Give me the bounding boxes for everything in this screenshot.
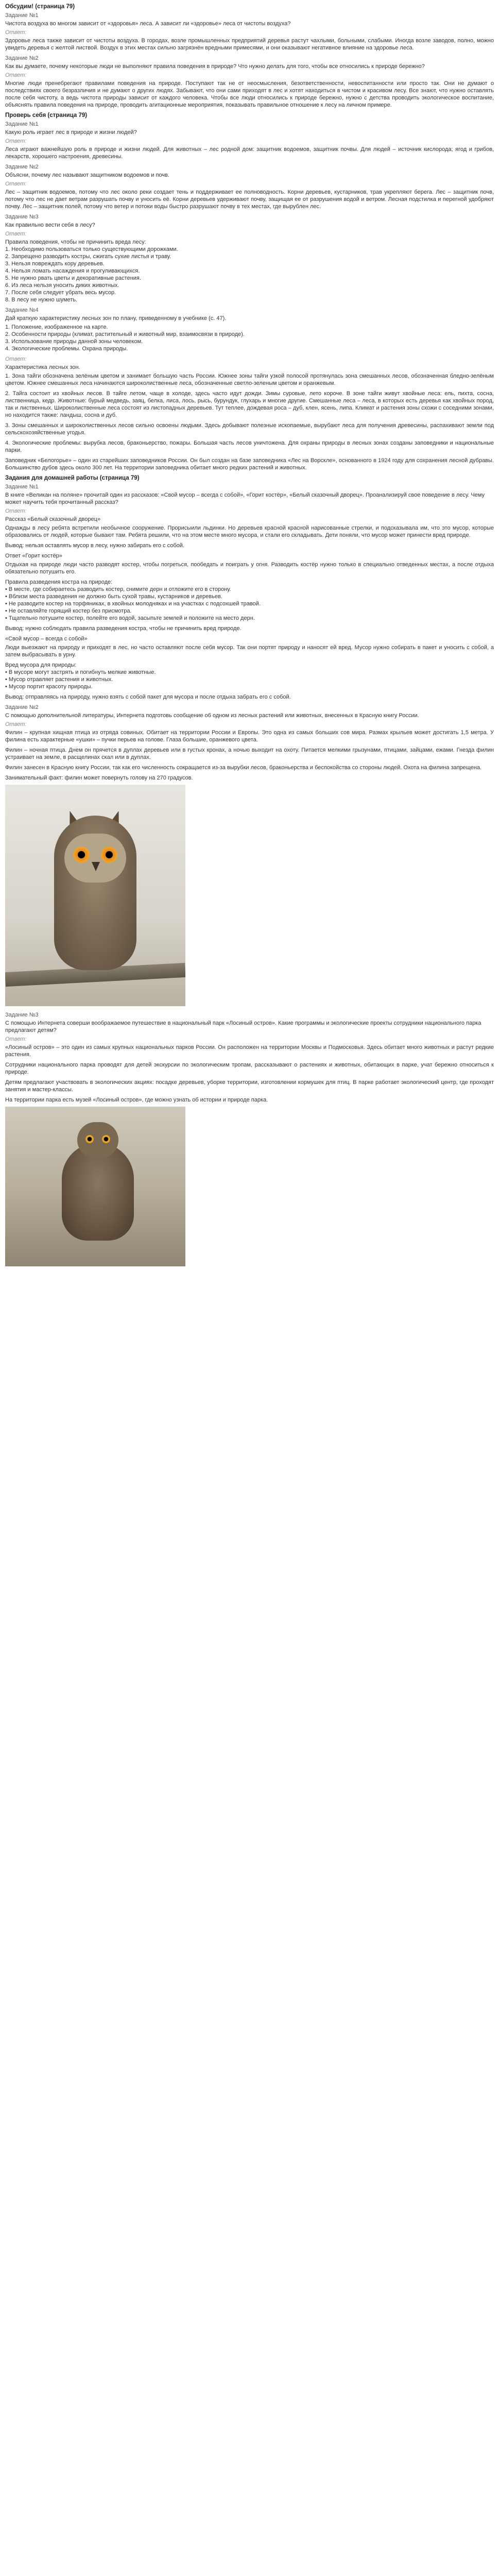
bird-eye-icon — [85, 1135, 94, 1143]
answer-label: Ответ: — [5, 72, 27, 78]
answer-text: Вывод: нужно соблюдать правила разведения костра, чтобы не причинить вред природе. — [5, 625, 242, 632]
story-title: Ответ «Горит костёр» — [5, 553, 62, 559]
task-label: Задание №3 — [5, 1012, 39, 1018]
section-heading-discuss: Обсудим! (страница 79) — [5, 4, 75, 10]
story-title: «Свой мусор – всегда с собой» — [5, 636, 88, 642]
list-item: 8. В лесу не нужно шуметь. — [5, 297, 78, 303]
campfire-rules-list — [5, 579, 494, 622]
owl-photo — [5, 785, 185, 1006]
task-question: С помощью дополнительной литературы, Интернета подготовь сообщение об одном из лесных растений или животных, внесенных в Красную книгу России. — [5, 713, 419, 719]
answer-label: Ответ: — [5, 231, 27, 237]
task-question: Дай краткую характеристику лесных зон по плану, приведенному в учебнике (с. 47). — [5, 315, 227, 321]
owl-eye-icon — [101, 846, 117, 863]
answer-label: Ответ: — [5, 356, 27, 362]
answer-subtitle: Характеристика лесных зон. — [5, 364, 80, 370]
answer-text: Отдыхая на природе люди часто разводят костер, чтобы погреться, пообедать и поиграть у огня. Разводить костёр нужно только в специально отведенных местах, а после отдыха обязательно потушить его. — [5, 562, 494, 575]
list-item: 5. Не нужно рвать цветы и декоративные растения. — [5, 275, 141, 281]
task-question: Как правильно вести себя в лесу? — [5, 222, 95, 228]
list-intro: Правила поведения, чтобы не причинить вреда лесу: — [5, 239, 146, 245]
list-item: • Не разводите костер на торфяниках, в хвойных молодняках и на участках с подсохшей травой. — [5, 601, 261, 607]
answer-text: Люди выезжают на природу и приходят в лес, но часто оставляют после себя мусор. Так они портят природу и наносят ей вред. Мусор нужно собирать в пакет и уносить с собой, а затем выбрасывать в урну. — [5, 645, 494, 658]
task-label: Задание №2 — [5, 164, 39, 170]
task-label: Задание №2 — [5, 55, 39, 61]
answer-text: Детям предлагают участвовать в экологических акциях: посадке деревьев, уборке территории, изготовлении кормушек для птиц. В парке работает экологический центр, где проходят занятия и мастер-классы. — [5, 1079, 494, 1093]
list-item: 4. Нельзя ломать насаждения и прогуливающихся. — [5, 268, 140, 274]
list-item: 4. Экологические проблемы. Охрана природы. — [5, 346, 128, 352]
answer-text: На территории парка есть музей «Лосиный остров», где можно узнать об истории и природе парка. — [5, 1097, 268, 1103]
answer-text: Лес – защитник водоемов, потому что лес около реки создает тень и поддерживает ее полноводность. Корни деревьев, кустарников, трав укрепляют берега. Лес – защитник почв, потому что лес не дает ветрам разрушать почву и уносить её. Корни деревьев удерживают почву, защищая ее от разрушения водой и ветром. Лесная подстилка и перегной удобряют почву. Лес – защитник полей, потому что ветер и потоки воды быстро разрушают почву в тех местах, где вырублен лес. — [5, 189, 494, 210]
list-item: 2. Особенности природы (климат, растительный и животный мир, взаимосвязи в природе). — [5, 331, 245, 337]
answer-text: Филин занесен в Красную книгу России, так как его численность сокращается из-за вырубки лесов, браконьерства и беспокойства со стороны людей. Охота на филина запрещена. — [5, 765, 482, 771]
list-item: • Мусор портит красоту природы. — [5, 684, 93, 690]
owl-beak-icon — [92, 862, 100, 871]
plan-list — [5, 324, 494, 352]
answer-text: Сотрудники национального парка проводят для детей экскурсии по экологическим тропам, рассказывают о растениях и животных, обитающих в парке, учат бережно относиться к природе. — [5, 1062, 494, 1075]
answer-text: Занимательный факт: филин может повернуть голову на 270 градусов. — [5, 775, 193, 781]
task-question: С помощью Интернета соверши воображаемое путешествие в национальный парк «Лосиный остров». Какие программы и экологические проекты сотрудники национального парка предлагают детям? — [5, 1020, 481, 1033]
rules-list — [5, 239, 494, 303]
trash-harm-list — [5, 662, 494, 690]
list-item: • В мусоре могут застрять и погибнуть мелкие животные. — [5, 669, 156, 675]
task-question: Чистота воздуха во многом зависит от «здоровья» леса. А зависит ли «здоровье» леса от чистоты воздуха? — [5, 21, 291, 27]
story-title: Рассказ «Белый сказочный дворец» — [5, 516, 101, 522]
answer-text: Филин – ночная птица. Днем он прячется в дуплах деревьев или в густых кронах, а ночью выходит на охоту. Питается мелкими грызунами, птицами, зайцами, ежами. Гнезда филин устраивает на земле, в расщелинах скал или в дуплах. — [5, 747, 494, 760]
owl-eye-icon — [73, 846, 90, 863]
list-item: 1. Необходимо пользоваться только существующими дорожками. — [5, 246, 178, 252]
answer-text: 2. Тайга состоит из хвойных лесов. В тайге летом, чаще в холоде, здесь часто идут дожди. Зимы суровые, лето короче. В зоне тайги живут хвойные леса: ель, пихта, сосна, лиственница, кедр. Животные: бурый медведь, заяц, белка, лиса, лось, рысь, бурундук, глухарь и многие другие. Смешанные леса – леса, в которых есть деревья как хвойных пород, так и лиственных. Широколиственные леса состоят из листопадных деревьев. Тут теплее, дождевая роса – дуб, клен, ясень, липа. Климат и растения зоны схожи с соседними зонами, но находится также: ландыш, сосна и дуб. — [5, 391, 494, 418]
task-label: Задание №4 — [5, 307, 39, 313]
task-label: Задание №1 — [5, 484, 39, 490]
list-item: 3. Использование природы данной зоны человеком. — [5, 338, 143, 345]
answer-text: 3. Зоны смешанных и широколиственных лесов сильно освоены людьми. Здесь добывают полезные ископаемые, вырубают леса для получения древесины, распахивают земли под сельскохозяйственные угодья. — [5, 422, 494, 436]
document-page — [0, 0, 499, 1266]
list-item: • Мусор отравляет растения и животных. — [5, 676, 113, 683]
list-item: 6. Из леса нельзя уносить диких животных. — [5, 282, 119, 289]
task-question: В книге «Великан на поляне» прочитай один из рассказов: «Свой мусор – всегда с собой», «Горит костёр», «Белый сказочный дворец». Проанализируй свое поведение в лесу. Чему может научить тебя прочитанный рассказ? — [5, 492, 485, 505]
list-item: • Не оставляйте горящий костер без присмотра. — [5, 608, 132, 614]
task-label: Задание №3 — [5, 214, 39, 220]
answer-text: Заповедник «Белогорье» – один из старейших заповедников России. Он был создан на базе заповедника «Лес на Ворскле», основанного в 1924 году для сохранения лесной дубравы. Большинство дубов здесь около 300 лет. На территории заповедника обитает много редких растений и животных. — [5, 457, 494, 471]
answer-text: Однажды в лесу ребята встретили необычное сооружение. Прорисыили льдинки. Но деревьев красной красной нарисованные стрелки, и подсказывала им, что это мусор, которые образовались от людей, которые бывают там. Ребята решили, что на этом месте много мусора, и стали его складывать. Дети поняли, что мусор может принести вред природе. — [5, 525, 494, 538]
answer-text: 4. Экологические проблемы: вырубка лесов, браконьерство, пожары. Большая часть лесов уничтожена. Для охраны природы в лесных зонах созданы заповедники и национальные парки. — [5, 440, 494, 453]
answer-text: «Лосиный остров» – это один из самых крупных национальных парков России. Он расположен на территории Москвы и Подмосковья. Здесь обитает много животных и растут редкие растения. — [5, 1044, 494, 1058]
forest-bird-photo — [5, 1107, 185, 1266]
list-item: • Вблизи места разведения не должно быть сухой травы, кустарников и деревьев. — [5, 594, 222, 600]
task-label: Задание №2 — [5, 704, 39, 710]
bird-eye-icon — [102, 1135, 110, 1143]
answer-label: Ответ: — [5, 29, 27, 36]
section-heading-homework: Задания для домашней работы (страница 79) — [5, 475, 140, 481]
task-question: Какую роль играет лес в природе и жизни людей? — [5, 129, 137, 135]
answer-label: Ответ: — [5, 138, 27, 144]
task-question: Объясни, почему лес называют защитником водоемов и почв. — [5, 172, 169, 178]
section-heading-check: Проверь себя (страница 79) — [5, 112, 88, 118]
bird-head-shape — [77, 1122, 118, 1158]
answer-label: Ответ: — [5, 1036, 27, 1042]
answer-text: Многие люди пренебрегают правилами поведения на природе. Поступают так не от неосмысления, безответственности, невоспитанности или просто так. Они не думают о последствиях своего безразличия и не думают о других людях. Забывают, что они сами приходят в лес и хотят находиться в чистом и красивом лесу. Все знают, что нужно оставлять после себя чистоту, а ведь чистота природы зависит от каждого человека. Чтобы все люди относились к природе бережно, нужно с детства проводить экологическое воспитание, объяснять правила поведения на природе, проводить агитационные мероприятия, показывать правильное отношение к лесу на личном примере. — [5, 80, 494, 108]
answer-label: Ответ: — [5, 181, 27, 187]
list-intro: Вред мусора для природы: — [5, 662, 77, 668]
list-item: 2. Запрещено разводить костры, сжигать сухие листья и траву. — [5, 253, 171, 260]
list-intro: Правила разведения костра на природе: — [5, 579, 113, 585]
answer-label: Ответ: — [5, 508, 27, 514]
task-label: Задание №1 — [5, 12, 39, 19]
answer-text: 1. Зона тайги обозначена зелёным цветом и занимает большую часть России. Южнее зоны тайги узкой полосой протянулась зона смешанных лесов, обозначенная бледно-зелёным цветом. Южнее смешанных леса начинаются широколиственные леса, обозначенные светло-зеленым цветом и оранжевым. — [5, 373, 494, 386]
list-item: • Тщательно потушите костер, полейте его водой, засыпьте землей и положите на место дерн. — [5, 615, 255, 621]
task-question: Как вы думаете, почему некоторые люди не выполняют правила поведения в природе? Что нужно делать для того, чтобы все относились к природе бережно? — [5, 63, 425, 70]
task-label: Задание №1 — [5, 121, 39, 127]
answer-text: Филин – крупная хищная птица из отряда совиных. Обитает на территории России и Европы. Это одна из самых больших сов мира. Размах крыльев может достигать 1,5 метра. У филина есть характерные «ушки» – пучки перьев на голове. Глаза большие, оранжевого цвета. — [5, 730, 494, 743]
answer-text: Здоровье леса также зависит от чистоты воздуха. В городах, возле промышленных предприятий деревья растут чахлыми, больными, слабыми. Иногда возле заводов, полно, можно увидеть деревья с желтой листвой. Воздух в этих местах сильно загрязнён вредными примесями, и они оказывают негативное влияние на здоровье леса. — [5, 38, 494, 51]
answer-text: Вывод: нельзя оставлять мусор в лесу, нужно забирать его с собой. — [5, 543, 184, 549]
list-item: 7. После себя следует убрать весь мусор. — [5, 290, 116, 296]
list-item: 1. Положение, изображенное на карте. — [5, 324, 108, 330]
answer-text: Леса играют важнейшую роль в природе и жизни людей. Для животных – лес родной дом: защитник водоемов, защитник почвы. Для людей – источник кислорода; ягод и грибов, лекарств, хорошего настроения, древесины. — [5, 146, 494, 160]
answer-text: Вывод: отправляясь на природу, нужно взять с собой пакет для мусора и после отдыха забрать его с собой. — [5, 694, 291, 700]
answer-label: Ответ: — [5, 721, 27, 727]
list-item: 3. Нельзя повреждать кору деревьев. — [5, 261, 105, 267]
list-item: • В месте, где собираетесь разводить костер, снимите дерн и отложите его в сторону. — [5, 586, 231, 592]
